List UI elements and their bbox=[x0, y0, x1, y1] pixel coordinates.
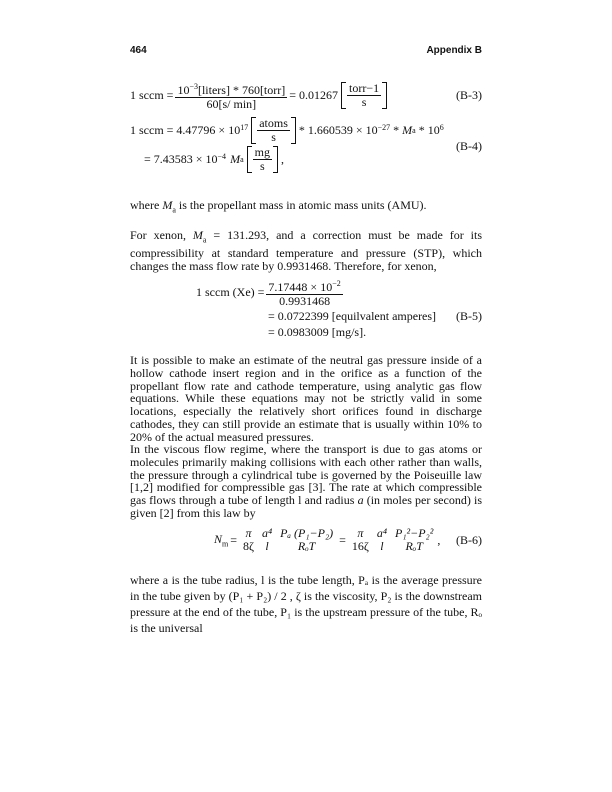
equation-label: (B-6) bbox=[456, 532, 482, 547]
equation-b6: $N_m$ = π 8ζ a⁴ l Pₐ (P₁−P₂) RₒT = π 16ζ a⁴ l P₁²−P₂² RₒT , (B-6) bbox=[214, 526, 482, 553]
paragraph-viscous: In the viscous flow regime, where the transport is due to gas atoms or molecules primarily making collisions with each other rather than walls, the pressure through a cylindrical tube is governed by the Poiseuille law [1,2] modified for compressible gas [3]. The rate at which compressible gas flows through a tube of length l and radius a (in moles per second) is given [2] from this law by bbox=[130, 442, 482, 520]
equation-label: (B-4) bbox=[456, 139, 482, 153]
paragraph-final: where a is the tube radius, l is the tube length, Pₐ is the average pressure in the tube given by (P₁ + P₂) / 2 , ζ is the viscosity, P₂ is the downstream pressure at the end of the tube, P₁ is the upstream pressure of the tube, Rₒ is the universal bbox=[130, 573, 482, 635]
equation-label: (B-3) bbox=[456, 88, 482, 102]
equation-b5: 1 sccm (Xe) = $\frac{7.17448 \times 10^{-2}}{0.9931468}$ = 0.0722399 [equilvalent amperes] = 0.0983009 [mg/s]. (B-5) bbox=[196, 279, 482, 339]
paragraph-xenon: For xenon, $M_a = 131.293$, and a correction must be made for its compressibility at standard temperature and pressure (STP), which changes the mass flow rate by 0.9931468. Therefore, for xenon, bbox=[130, 228, 482, 273]
paragraph-estimate: It is possible to make an estimate of the neutral gas pressure inside of a hollow cathode insert region and in the orifice as a function of the propellant flow rate and cathode temperature, using analytic gas flow equations. While these equations may not be strictly valid in some locations, especially the relatively short orifices found in discharge cathodes, they can still provide an estimate that is usually within 10% to 20% of the actual measured pressures. bbox=[130, 353, 482, 444]
page-number: 464 bbox=[130, 45, 147, 56]
eq-lhs: 1 sccm = bbox=[130, 88, 174, 102]
fraction: $\frac{10^{-3}[liters] * 760[torr]}{60[s/ \min]}$ bbox=[177, 82, 286, 111]
equation-label: (B-5) bbox=[456, 309, 482, 323]
paragraph-where: where $M_a$ is the propellant mass in atomic mass units (AMU). bbox=[130, 198, 427, 215]
section-title: Appendix B bbox=[426, 45, 482, 56]
equation-b3 bbox=[130, 80, 482, 111]
eq-value: = 0.01267 bbox=[289, 88, 339, 102]
unit-bracket: $\frac{\text{torr−1}}{s}$ bbox=[341, 82, 387, 109]
equation-b4: 1 sccm = 4.47796 × 10 $^{17}$ $\frac{\text{atoms}}{s}$ * 1.660539 × 10 $^{-27}$ * M a * 10 $^6$ = 7.43583 × 10 $^{-4}$ M a $\frac{mg}{s}$ , (B-4) bbox=[130, 116, 482, 173]
